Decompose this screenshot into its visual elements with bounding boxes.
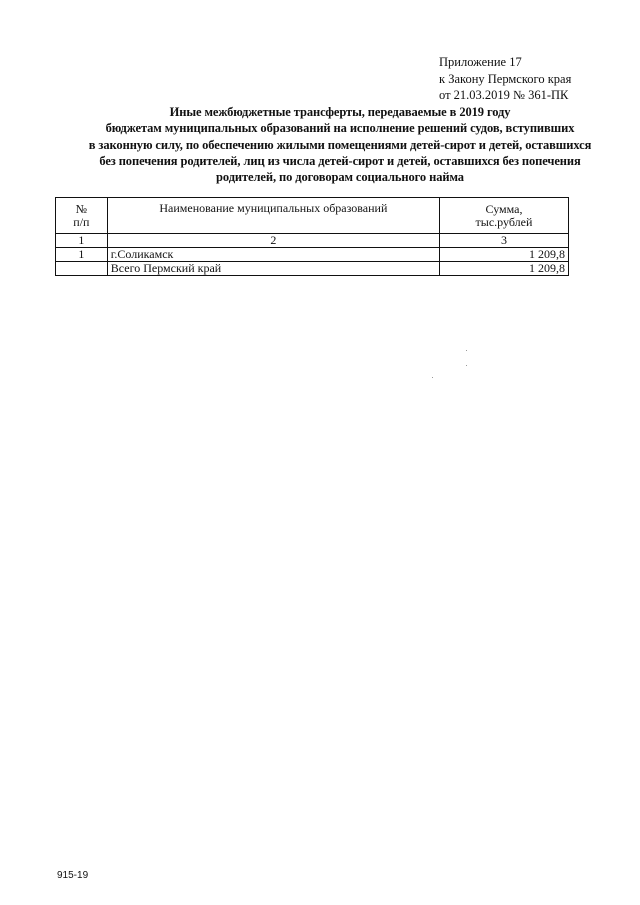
header-name: Наименование муниципальных образований bbox=[107, 198, 439, 234]
appendix-header bbox=[439, 54, 571, 104]
transfers-table bbox=[55, 197, 569, 276]
appendix-number: Приложение 17 bbox=[439, 55, 522, 69]
row-number: 1 bbox=[56, 247, 108, 261]
row-name: г.Соликамск bbox=[107, 247, 439, 261]
scan-speck bbox=[432, 377, 433, 378]
header-sum-line1: Сумма, bbox=[485, 202, 523, 216]
header-sum bbox=[439, 198, 568, 234]
column-number-row bbox=[56, 234, 569, 248]
header-number-line2: п/п bbox=[73, 214, 90, 229]
scan-speck bbox=[466, 365, 467, 366]
document-code: 915-19 bbox=[57, 870, 89, 881]
title-line: без попечения родителей, лиц из числа детей-сирот и детей, оставшихся без попечения bbox=[99, 153, 581, 168]
row-sum: 1 209,8 bbox=[439, 261, 568, 275]
column-number: 3 bbox=[439, 234, 568, 248]
title-line: в законную силу, по обеспечению жилыми помещениями детей-сирот и детей, оставшихся bbox=[88, 137, 592, 152]
title-line: родителей, по договорам социального найма bbox=[216, 170, 464, 185]
row-number bbox=[56, 261, 108, 275]
column-number: 2 bbox=[107, 234, 439, 248]
title-line: Иные межбюджетные трансферты, передаваемые в 2019 году bbox=[169, 105, 511, 119]
row-name: Всего Пермский край bbox=[107, 261, 439, 275]
header-number bbox=[56, 198, 108, 234]
title-line: бюджетам муниципальных образований на исполнение решений судов, вступивших bbox=[105, 121, 575, 136]
scan-speck bbox=[466, 350, 467, 351]
table-total-row bbox=[56, 261, 569, 275]
table-header-row bbox=[56, 198, 569, 234]
appendix-date: от 21.03.2019 № 361-ПК bbox=[439, 88, 569, 102]
column-number: 1 bbox=[56, 234, 108, 248]
header-sum-line2: тыс.рублей bbox=[475, 214, 533, 229]
document-title bbox=[40, 104, 640, 185]
row-sum: 1 209,8 bbox=[439, 247, 568, 261]
header-number-line1: № bbox=[75, 202, 88, 216]
appendix-law: к Закону Пермского края bbox=[439, 71, 572, 86]
table-row bbox=[56, 247, 569, 261]
